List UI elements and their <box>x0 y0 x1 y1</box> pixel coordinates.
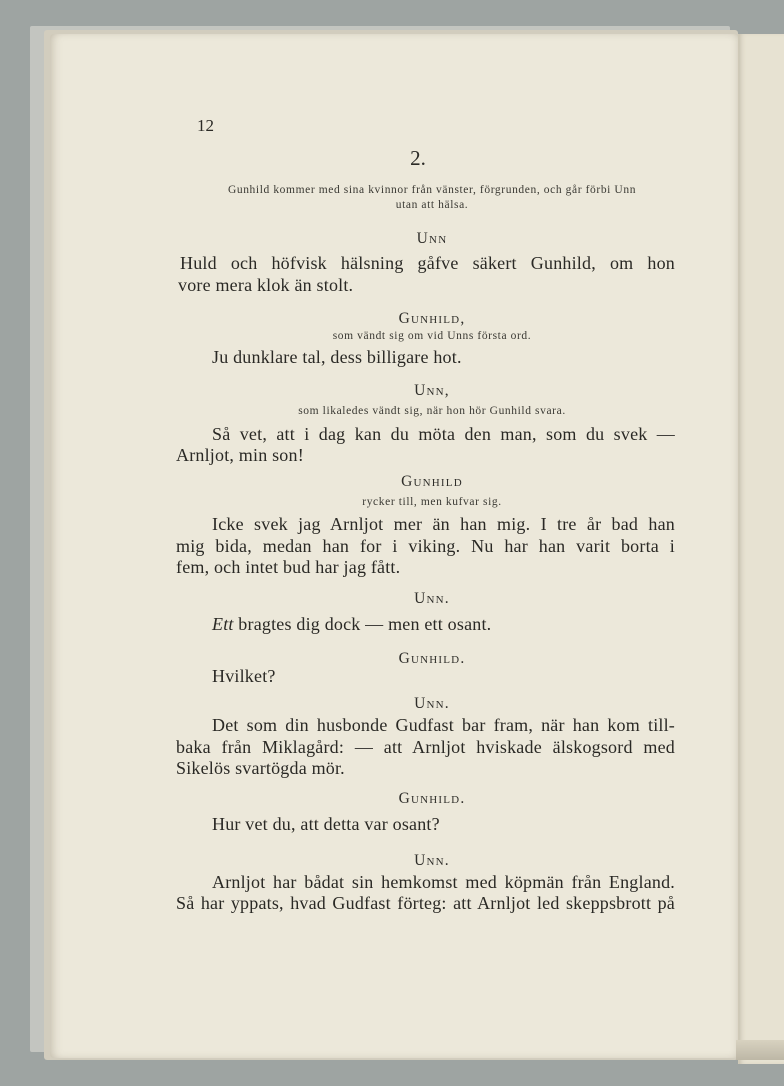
speaker-name: Unn <box>416 230 448 247</box>
speaker-name: Gunhild. <box>398 650 466 667</box>
stage-direction: som likaledes vändt sig, när hon hör Gunhild svara. <box>298 405 566 417</box>
speaker-name: Gunhild <box>401 473 463 490</box>
dialogue-line-rest: bragtes dig dock — men ett osant. <box>233 614 492 634</box>
dialogue-line: Hur vet du, att detta var osant? <box>212 814 440 834</box>
speaker-name: Unn. <box>414 852 450 869</box>
stage-direction: rycker till, men kufvar sig. <box>362 496 502 508</box>
dialogue-line: Icke svek jag Arnljot mer än han mig. I tre år bad han <box>212 514 675 534</box>
speaker-name: Unn. <box>414 590 450 607</box>
emphasis-word: Ett <box>212 614 234 634</box>
section-number: 2. <box>410 146 426 170</box>
dialogue-line: Arnljot, min son! <box>176 445 304 465</box>
speaker-name: Unn, <box>414 382 450 399</box>
dialogue-line <box>212 614 491 635</box>
speaker-name: Gunhild. <box>398 790 466 807</box>
stage-direction-opening-2: utan att hälsa. <box>395 199 469 211</box>
stage-direction-opening-1: Gunhild kommer med sina kvinnor från vänster, förgrunden, och går förbi Unn <box>227 184 637 196</box>
dialogue-line: Sikelös svartögda mör. <box>176 758 345 778</box>
dialogue-line: Ju dunklare tal, dess billigare hot. <box>212 347 462 367</box>
next-page-bottom <box>736 1040 784 1060</box>
speaker-name: Unn. <box>414 695 450 712</box>
dialogue-line: Så har yppats, hvad Gudfast förteg: att Arnljot led skeppsbrott på <box>176 893 675 913</box>
dialogue-line: vore mera klok än stolt. <box>178 275 354 295</box>
page-number: 12 <box>197 116 214 135</box>
dialogue-line: Arnljot har bådat sin hemkomst med köpmän från England. <box>212 872 675 892</box>
next-page-edge <box>738 34 784 1064</box>
dialogue-line: fem, och intet bud har jag fått. <box>176 557 401 577</box>
dialogue-line: Så vet, att i dag kan du möta den man, som du svek — <box>212 424 675 444</box>
dialogue-line: mig bida, medan han for i viking. Nu har han varit borta i <box>176 536 675 556</box>
dialogue-line: Hvilket? <box>212 666 276 686</box>
dialogue-line: Det som din husbonde Gudfast bar fram, när han kom till- <box>212 715 675 735</box>
dialogue-line: Huld och höfvisk hälsning gåfve säkert Gunhild, om hon <box>180 253 675 273</box>
stage-direction: som vändt sig om vid Unns första ord. <box>332 330 532 342</box>
speaker-name: Gunhild, <box>398 310 466 327</box>
dialogue-line: baka från Miklagård: — att Arnljot hviskade älskogsord med <box>176 737 675 757</box>
